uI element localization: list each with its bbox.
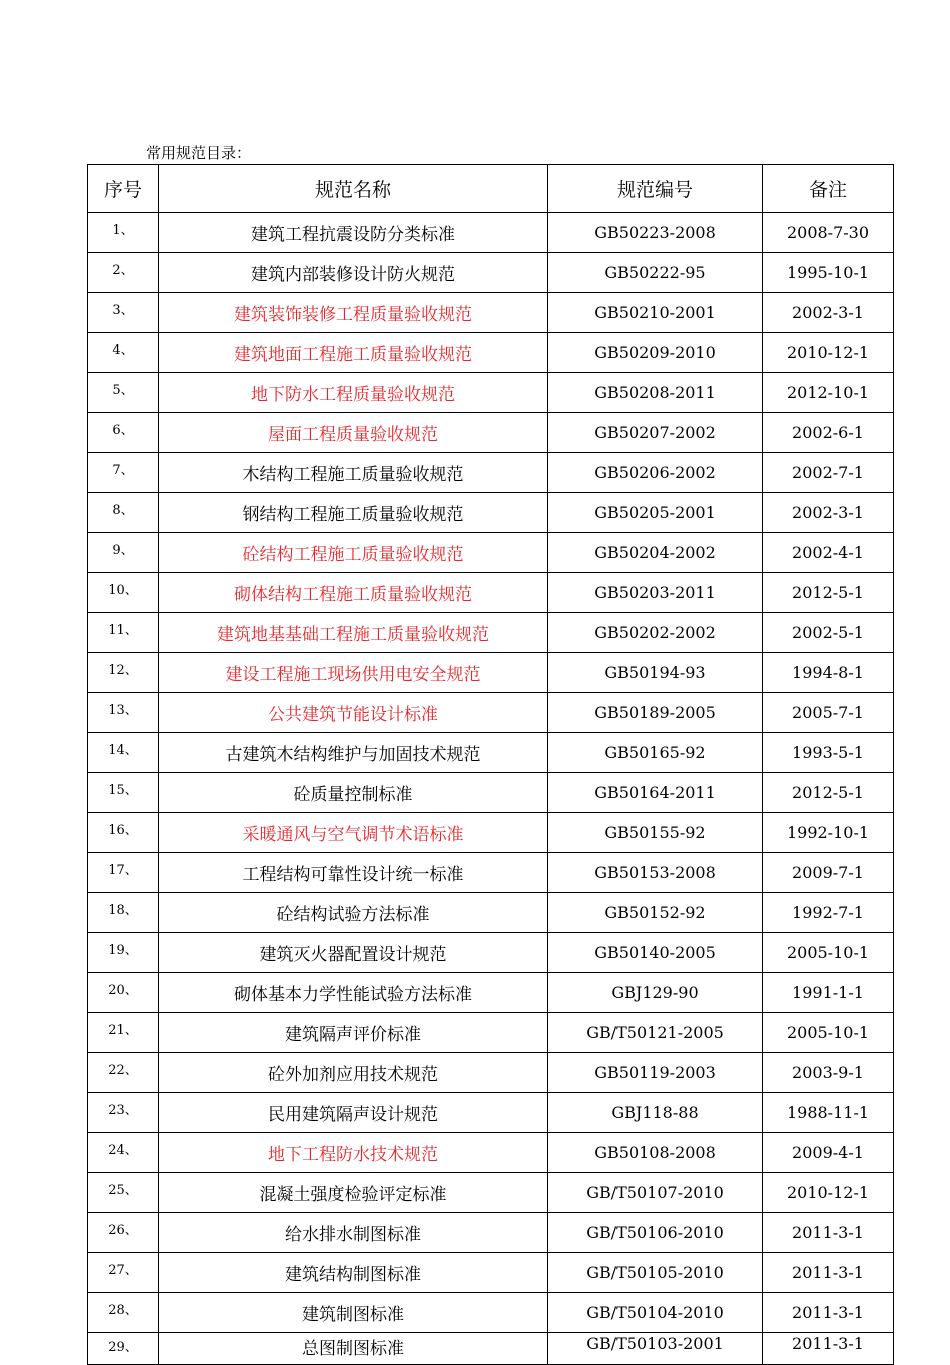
row-note: 2011-3-1: [763, 1253, 894, 1293]
table-row: [88, 1053, 894, 1093]
row-index: 21、: [88, 1013, 159, 1053]
row-index: 29、: [88, 1333, 159, 1365]
row-name: 钢结构工程施工质量验收规范: [159, 493, 548, 533]
row-code: GB50208-2011: [548, 373, 763, 413]
row-name: 砼质量控制标准: [159, 773, 548, 813]
row-code: GB/T50121-2005: [548, 1013, 763, 1053]
row-note: 2002-7-1: [763, 453, 894, 493]
row-index: 2、: [88, 253, 159, 293]
row-index: 7、: [88, 453, 159, 493]
row-code: GB50140-2005: [548, 933, 763, 973]
row-name: 砼外加剂应用技术规范: [159, 1053, 548, 1093]
row-index: 17、: [88, 853, 159, 893]
row-code: GB50153-2008: [548, 853, 763, 893]
row-note: 1993-5-1: [763, 733, 894, 773]
row-code: GB50209-2010: [548, 333, 763, 373]
table-row: [88, 1093, 894, 1133]
row-index: 28、: [88, 1293, 159, 1333]
row-note: 1988-11-1: [763, 1093, 894, 1133]
row-note: 2009-4-1: [763, 1133, 894, 1173]
row-name: 建筑内部装修设计防火规范: [159, 253, 548, 293]
row-code: GB50204-2002: [548, 533, 763, 573]
row-index: 1、: [88, 213, 159, 253]
row-index: 10、: [88, 573, 159, 613]
page-caption: 常用规范目录：: [146, 144, 252, 162]
row-name: 民用建筑隔声设计规范: [159, 1093, 548, 1133]
row-code: GB50189-2005: [548, 693, 763, 733]
row-note: 1991-1-1: [763, 973, 894, 1013]
table-row: [88, 693, 894, 733]
row-index: 11、: [88, 613, 159, 653]
row-name: 给水排水制图标准: [159, 1213, 548, 1253]
row-note: 2009-7-1: [763, 853, 894, 893]
row-name: 建筑工程抗震设防分类标准: [159, 213, 548, 253]
row-code: GB50119-2003: [548, 1053, 763, 1093]
table-row: [88, 853, 894, 893]
table-row: [88, 453, 894, 493]
row-note: 2010-12-1: [763, 1173, 894, 1213]
row-index: 3、: [88, 293, 159, 333]
row-note: 1992-7-1: [763, 893, 894, 933]
row-code: GB50205-2001: [548, 493, 763, 533]
row-name: 屋面工程质量验收规范: [159, 413, 548, 453]
row-code: GB/T50107-2010: [548, 1173, 763, 1213]
header-note: 备注: [763, 165, 894, 213]
row-code: GB50207-2002: [548, 413, 763, 453]
table-row: [88, 613, 894, 653]
table-row: [88, 1253, 894, 1293]
row-index: 20、: [88, 973, 159, 1013]
row-code: GBJ118-88: [548, 1093, 763, 1133]
row-note: 1994-8-1: [763, 653, 894, 693]
row-name: 砼结构试验方法标准: [159, 893, 548, 933]
row-note: 2008-7-30: [763, 213, 894, 253]
row-name: 建筑地面工程施工质量验收规范: [159, 333, 548, 373]
row-name: 建筑地基基础工程施工质量验收规范: [159, 613, 548, 653]
row-index: 15、: [88, 773, 159, 813]
row-note: 2012-10-1: [763, 373, 894, 413]
table-row: [88, 1173, 894, 1213]
row-note: 1992-10-1: [763, 813, 894, 853]
table-row: [88, 413, 894, 453]
row-code: GB50222-95: [548, 253, 763, 293]
row-name: 砼结构工程施工质量验收规范: [159, 533, 548, 573]
row-name: 地下防水工程质量验收规范: [159, 373, 548, 413]
row-note: 2002-3-1: [763, 293, 894, 333]
row-note: 2002-3-1: [763, 493, 894, 533]
row-index: 13、: [88, 693, 159, 733]
row-name: 公共建筑节能设计标准: [159, 693, 548, 733]
table-row: [88, 773, 894, 813]
spec-table: [87, 164, 894, 1365]
table-row: [88, 1013, 894, 1053]
row-name: 木结构工程施工质量验收规范: [159, 453, 548, 493]
table-row: [88, 813, 894, 853]
row-code: GB50223-2008: [548, 213, 763, 253]
row-index: 18、: [88, 893, 159, 933]
row-index: 26、: [88, 1213, 159, 1253]
table-row: [88, 293, 894, 333]
table-row: [88, 333, 894, 373]
row-index: 16、: [88, 813, 159, 853]
table-row: [88, 1213, 894, 1253]
row-note: 2005-10-1: [763, 1013, 894, 1053]
row-note: 2003-9-1: [763, 1053, 894, 1093]
table-row: [88, 533, 894, 573]
row-name: 采暖通风与空气调节术语标准: [159, 813, 548, 853]
row-index: 24、: [88, 1133, 159, 1173]
row-note: 2010-12-1: [763, 333, 894, 373]
row-name: 建筑灭火器配置设计规范: [159, 933, 548, 973]
row-name: 砌体结构工程施工质量验收规范: [159, 573, 548, 613]
row-name: 总图制图标准: [159, 1333, 548, 1365]
header-code: 规范编号: [548, 165, 763, 213]
row-code: GB/T50104-2010: [548, 1293, 763, 1333]
row-name: 古建筑木结构维护与加固技术规范: [159, 733, 548, 773]
table-header-row: [88, 165, 894, 213]
row-index: 8、: [88, 493, 159, 533]
row-index: 19、: [88, 933, 159, 973]
row-note: 2012-5-1: [763, 773, 894, 813]
table-row: [88, 1333, 894, 1365]
header-name: 规范名称: [159, 165, 548, 213]
row-index: 4、: [88, 333, 159, 373]
row-note: 2005-7-1: [763, 693, 894, 733]
table-row: [88, 573, 894, 613]
row-name: 建筑装饰装修工程质量验收规范: [159, 293, 548, 333]
row-note: 2012-5-1: [763, 573, 894, 613]
row-name: 建筑隔声评价标准: [159, 1013, 548, 1053]
row-note: 1995-10-1: [763, 253, 894, 293]
row-note: 2002-4-1: [763, 533, 894, 573]
table-row: [88, 653, 894, 693]
row-code: GB50108-2008: [548, 1133, 763, 1173]
table-row: [88, 1293, 894, 1333]
row-name: 混凝土强度检验评定标准: [159, 1173, 548, 1213]
row-name: 地下工程防水技术规范: [159, 1133, 548, 1173]
header-index: 序号: [88, 165, 159, 213]
row-code: GB/T50105-2010: [548, 1253, 763, 1293]
row-index: 27、: [88, 1253, 159, 1293]
table-row: [88, 973, 894, 1013]
table-row: [88, 893, 894, 933]
row-name: 工程结构可靠性设计统一标准: [159, 853, 548, 893]
row-note: 2011-3-1: [763, 1213, 894, 1253]
table-row: [88, 1133, 894, 1173]
row-code: GB50206-2002: [548, 453, 763, 493]
row-code: GB50152-92: [548, 893, 763, 933]
row-index: 12、: [88, 653, 159, 693]
table-row: [88, 253, 894, 293]
row-code: GB50194-93: [548, 653, 763, 693]
row-name: 砌体基本力学性能试验方法标准: [159, 973, 548, 1013]
row-note: 2005-10-1: [763, 933, 894, 973]
row-index: 6、: [88, 413, 159, 453]
row-name: 建筑制图标准: [159, 1293, 548, 1333]
row-code: GB50164-2011: [548, 773, 763, 813]
row-code: GB50202-2002: [548, 613, 763, 653]
row-code: GB50203-2011: [548, 573, 763, 613]
table-row: [88, 213, 894, 253]
row-code: GB50155-92: [548, 813, 763, 853]
row-code: GB/T50103-2001: [548, 1333, 763, 1365]
row-index: 22、: [88, 1053, 159, 1093]
table-row: [88, 933, 894, 973]
table-row: [88, 493, 894, 533]
row-index: 5、: [88, 373, 159, 413]
row-name: 建筑结构制图标准: [159, 1253, 548, 1293]
row-code: GB50210-2001: [548, 293, 763, 333]
row-code: GBJ129-90: [548, 973, 763, 1013]
table-row: [88, 733, 894, 773]
row-index: 23、: [88, 1093, 159, 1133]
row-index: 9、: [88, 533, 159, 573]
row-note: 2002-6-1: [763, 413, 894, 453]
row-index: 25、: [88, 1173, 159, 1213]
row-code: GB/T50106-2010: [548, 1213, 763, 1253]
row-code: GB50165-92: [548, 733, 763, 773]
row-index: 14、: [88, 733, 159, 773]
row-name: 建设工程施工现场供用电安全规范: [159, 653, 548, 693]
table-row: [88, 373, 894, 413]
row-note: 2011-3-1: [763, 1333, 894, 1365]
row-note: 2011-3-1: [763, 1293, 894, 1333]
row-note: 2002-5-1: [763, 613, 894, 653]
